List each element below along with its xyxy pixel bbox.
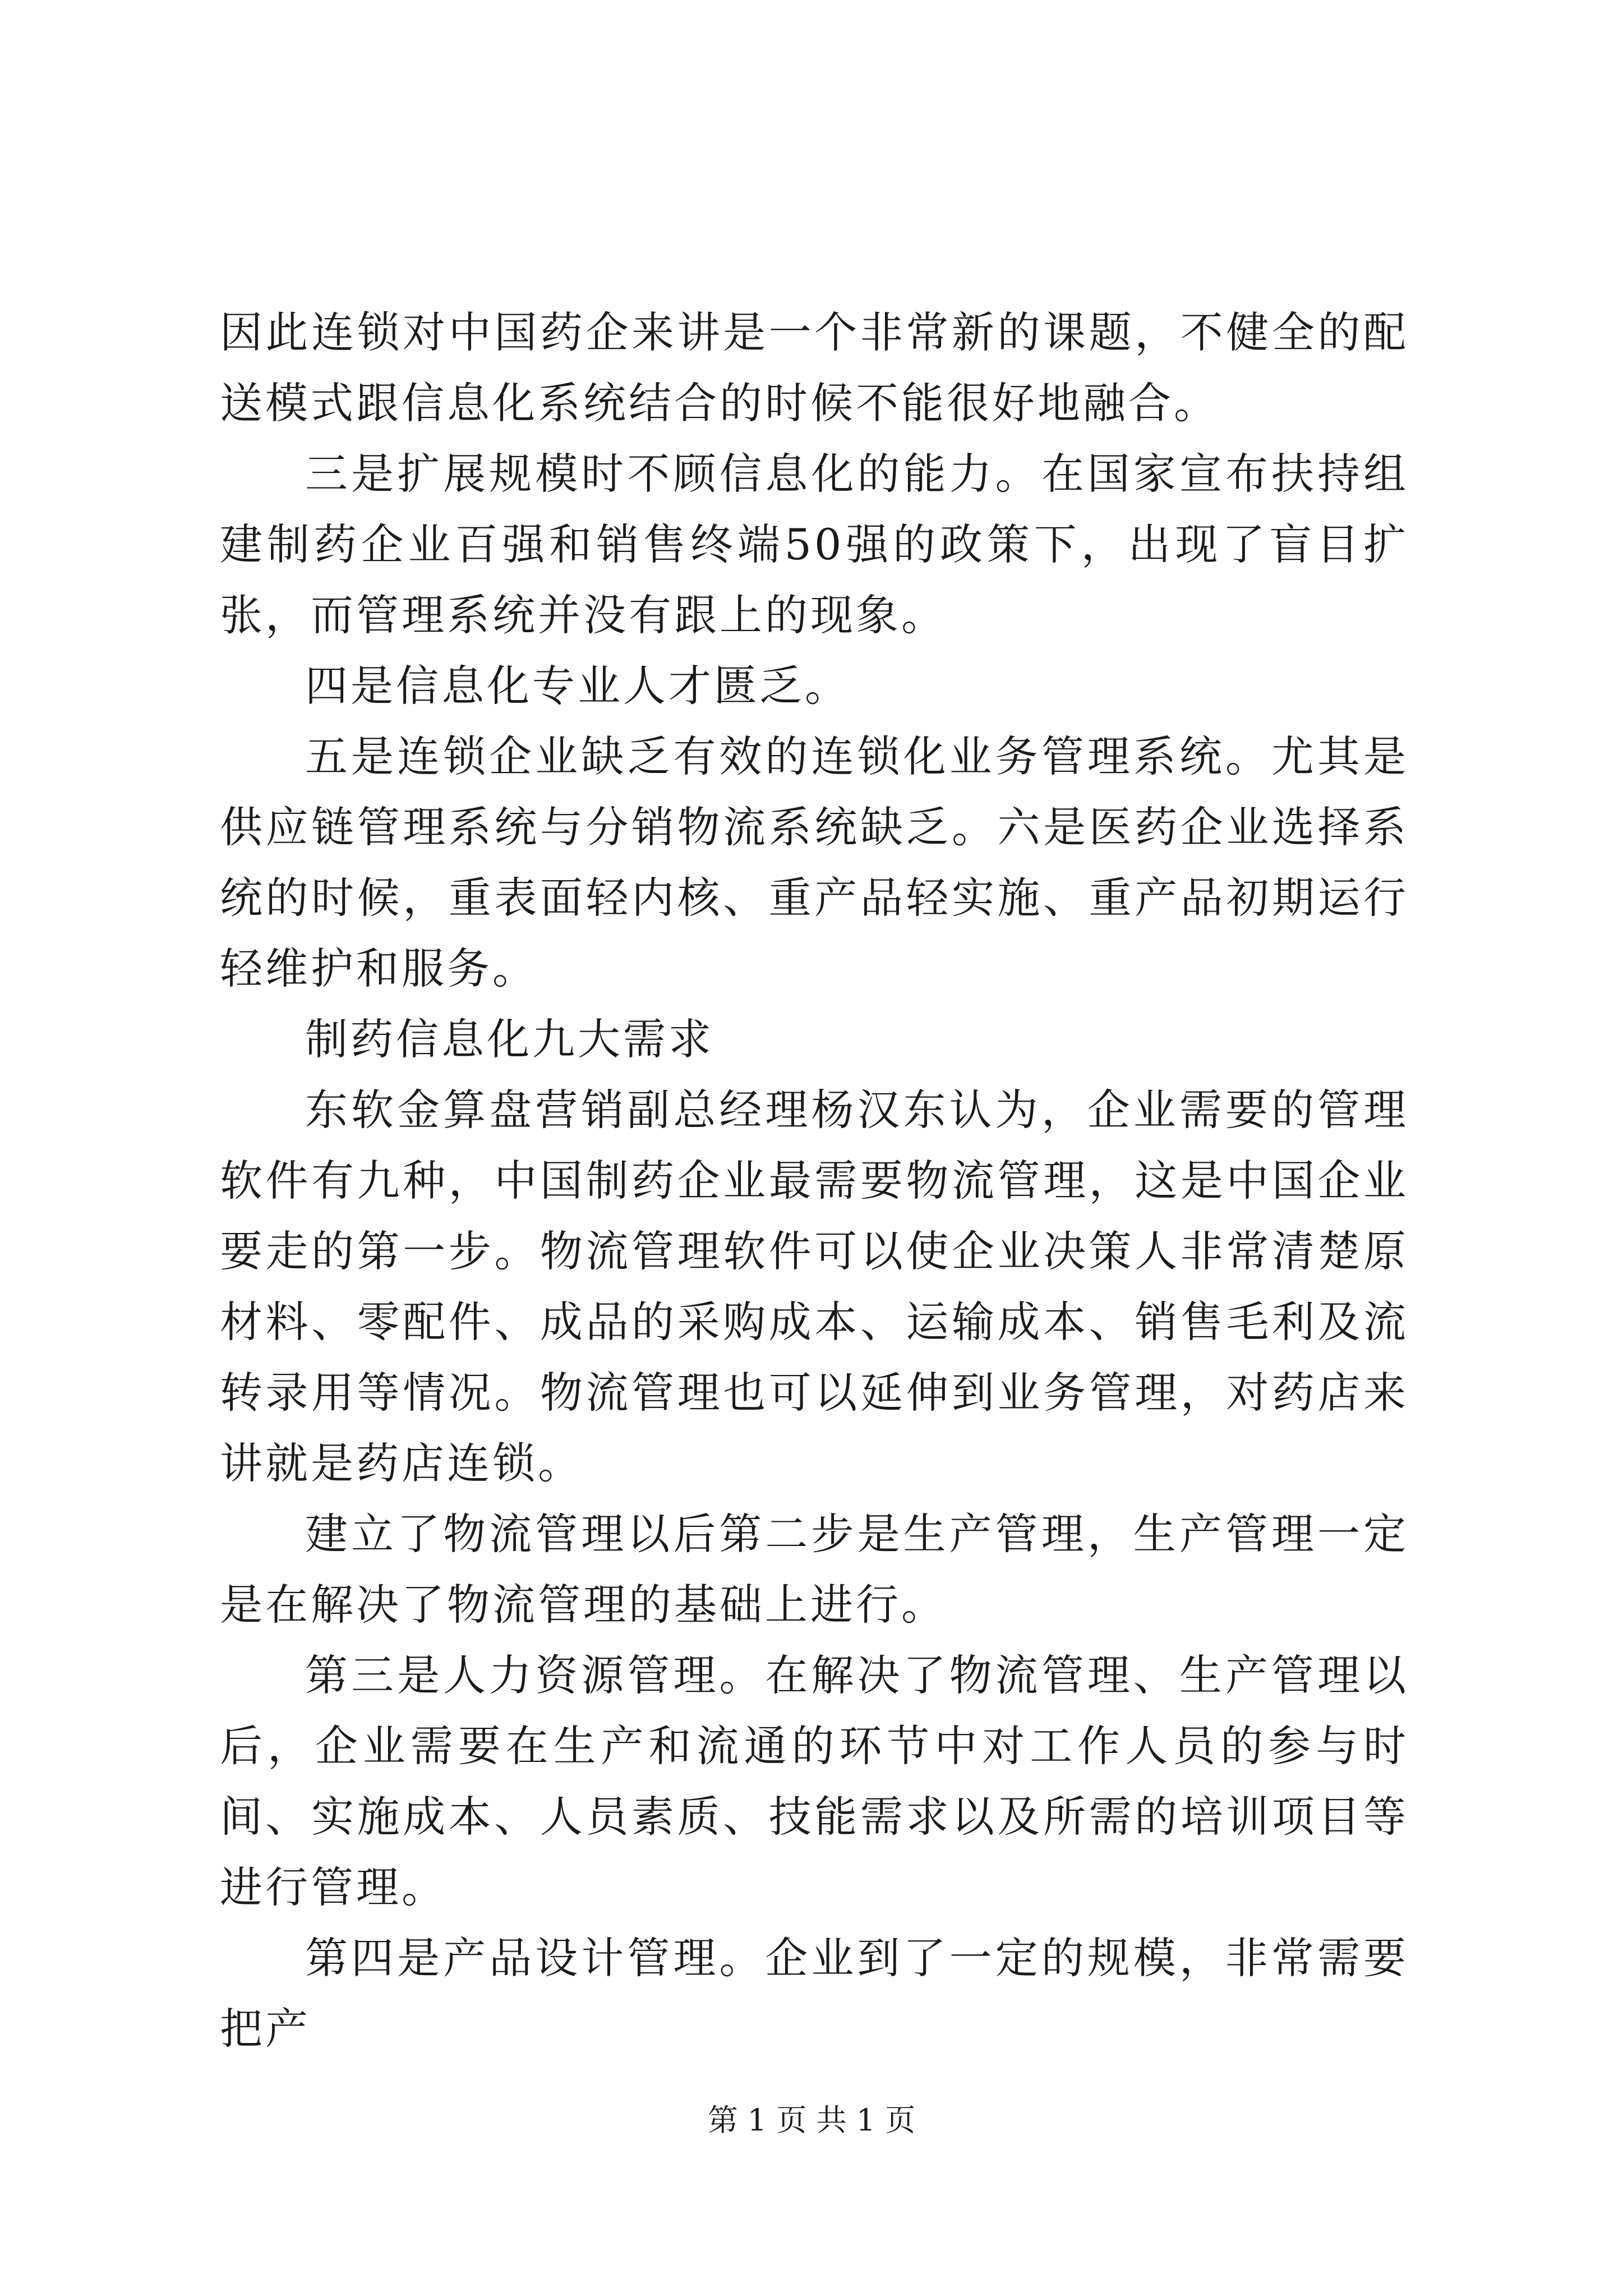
paragraph-6: 建立了物流管理以后第二步是生产管理，生产管理一定是在解决了物流管理的基础上进行。 [220,1509,1409,1630]
paragraph-8: 第四是产品设计管理。企业到了一定的规模，非常需要把产 [220,1933,1409,2054]
paragraph-1: 因此连锁对中国药企来讲是一个非常新的课题，不健全的配送模式跟信息化系统结合的时候不能很好地融合。 [220,307,1409,428]
page-footer [0,2098,1623,2143]
paragraph-2: 三是扩展规模时不顾信息化的能力。在国家宣布扶持组建制药企业百强和销售终端50强的政策下，出现了盲目扩张，而管理系统并没有跟上的现象。 [220,449,1409,640]
paragraph-5: 东软金算盘营销副总经理杨汉东认为，企业需要的管理软件有九种，中国制药企业最需要物流管理，这是中国企业要走的第一步。物流管理软件可以使企业决策人非常清楚原材料、零配件、成品的采购成本、运输成本、销售毛利及流转录用等情况。物流管理也可以延伸到业务管理，对药店来讲就是药店连锁。 [220,1085,1409,1488]
paragraph-7: 第三是人力资源管理。在解决了物流管理、生产管理以后，企业需要在生产和流通的环节中对工作人员的参与时间、实施成本、人员素质、技能需求以及所需的培训项目等进行管理。 [220,1650,1409,1912]
section-heading: 制药信息化九大需求 [305,1014,714,1064]
document-body [220,297,1409,2064]
paragraph-4: 五是连锁企业缺乏有效的连锁化业务管理系统。尤其是供应链管理系统与分销物流系统缺乏。六是医药企业选择系统的时候，重表面轻内核、重产品轻实施、重产品初期运行轻维护和服务。 [220,731,1409,993]
page-number-label: 第 1 页 共 1 页 [707,2102,916,2138]
paragraph-3: 四是信息化专业人才匮乏。 [305,661,850,711]
